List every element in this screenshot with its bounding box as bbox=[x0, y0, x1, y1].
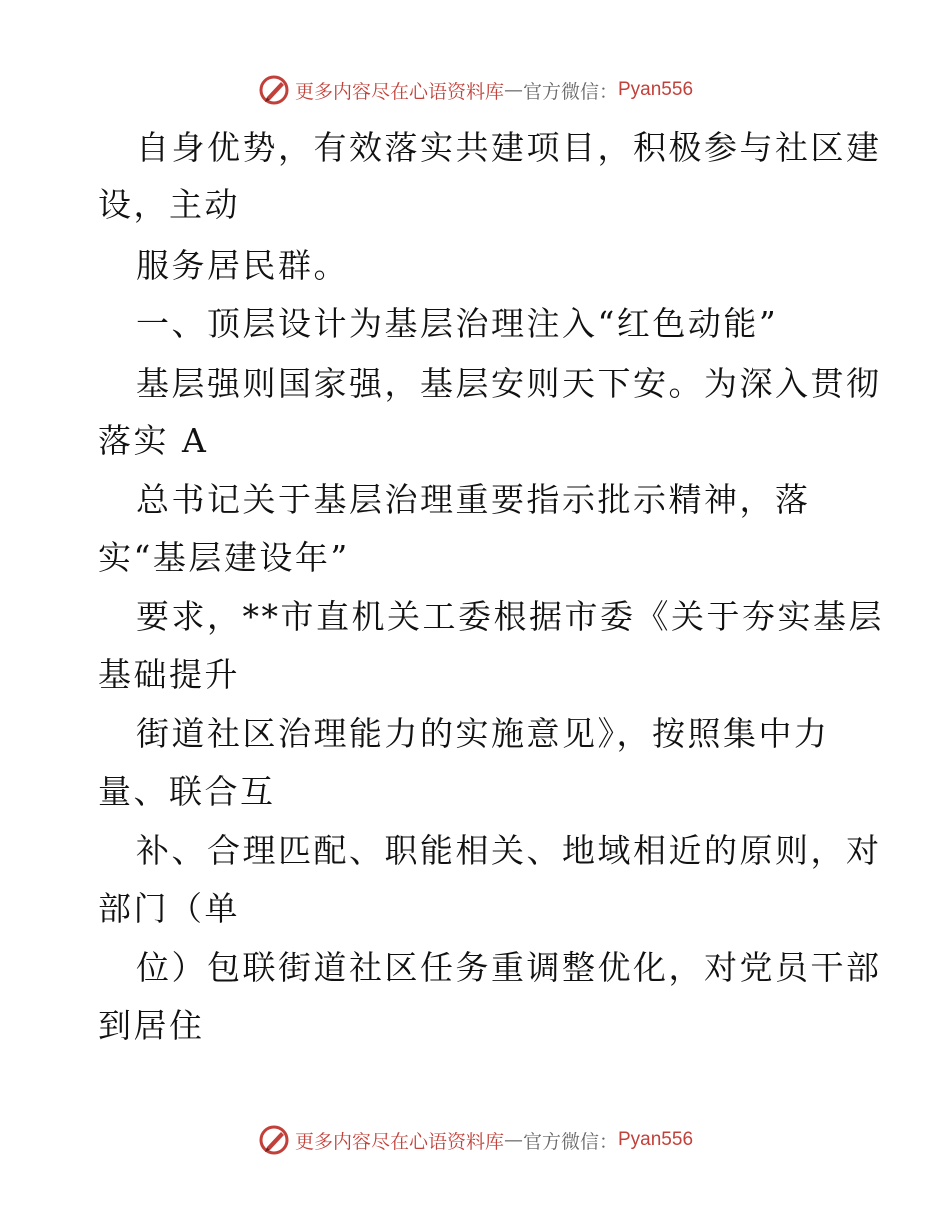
header-watermark bbox=[0, 70, 950, 110]
banner-text: 更多内容尽在心语资料库 bbox=[294, 1130, 504, 1153]
banner-account: Pyan556 bbox=[618, 79, 694, 100]
text-line: 落实 A bbox=[98, 421, 209, 460]
text-line: 到居住 bbox=[98, 1006, 205, 1045]
pen-logo-icon bbox=[257, 1123, 291, 1157]
text-line: 实“基层建设年” bbox=[98, 538, 350, 577]
text-line: 基层强则国家强，基层安则天下安。为深入贯彻 bbox=[136, 364, 882, 403]
banner-separator: — bbox=[503, 79, 523, 101]
pen-logo-icon bbox=[257, 73, 291, 107]
text-line: 设，主动 bbox=[98, 185, 240, 224]
text-line: 服务居民群。 bbox=[136, 246, 349, 285]
section-heading: 一、顶层设计为基层治理注入“红色动能” bbox=[136, 304, 779, 343]
banner-wechat-label: 官方微信： bbox=[522, 80, 618, 103]
banner-text: 更多内容尽在心语资料库 bbox=[294, 80, 504, 103]
footer-watermark bbox=[0, 1120, 950, 1160]
text-line: 自身优势，有效落实共建项目，积极参与社区建 bbox=[136, 128, 882, 167]
text-line: 基础提升 bbox=[98, 655, 240, 694]
text-line: 量、联合互 bbox=[98, 772, 276, 811]
text-line: 要求，**市直机关工委根据市委《关于夯实基层 bbox=[136, 597, 884, 636]
text-line: 部门（单 bbox=[98, 889, 240, 928]
text-line: 街道社区治理能力的实施意见》，按照集中力 bbox=[136, 714, 830, 753]
banner-separator: — bbox=[503, 1129, 523, 1151]
text-line: 补、合理匹配、职能相关、地域相近的原则，对 bbox=[136, 831, 882, 870]
banner-wechat-label: 官方微信： bbox=[522, 1130, 618, 1153]
text-line: 总书记关于基层治理重要指示批示精神，落 bbox=[136, 480, 811, 519]
text-line: 位）包联街道社区任务重调整优化，对党员干部 bbox=[136, 948, 882, 987]
banner-account: Pyan556 bbox=[618, 1129, 694, 1150]
